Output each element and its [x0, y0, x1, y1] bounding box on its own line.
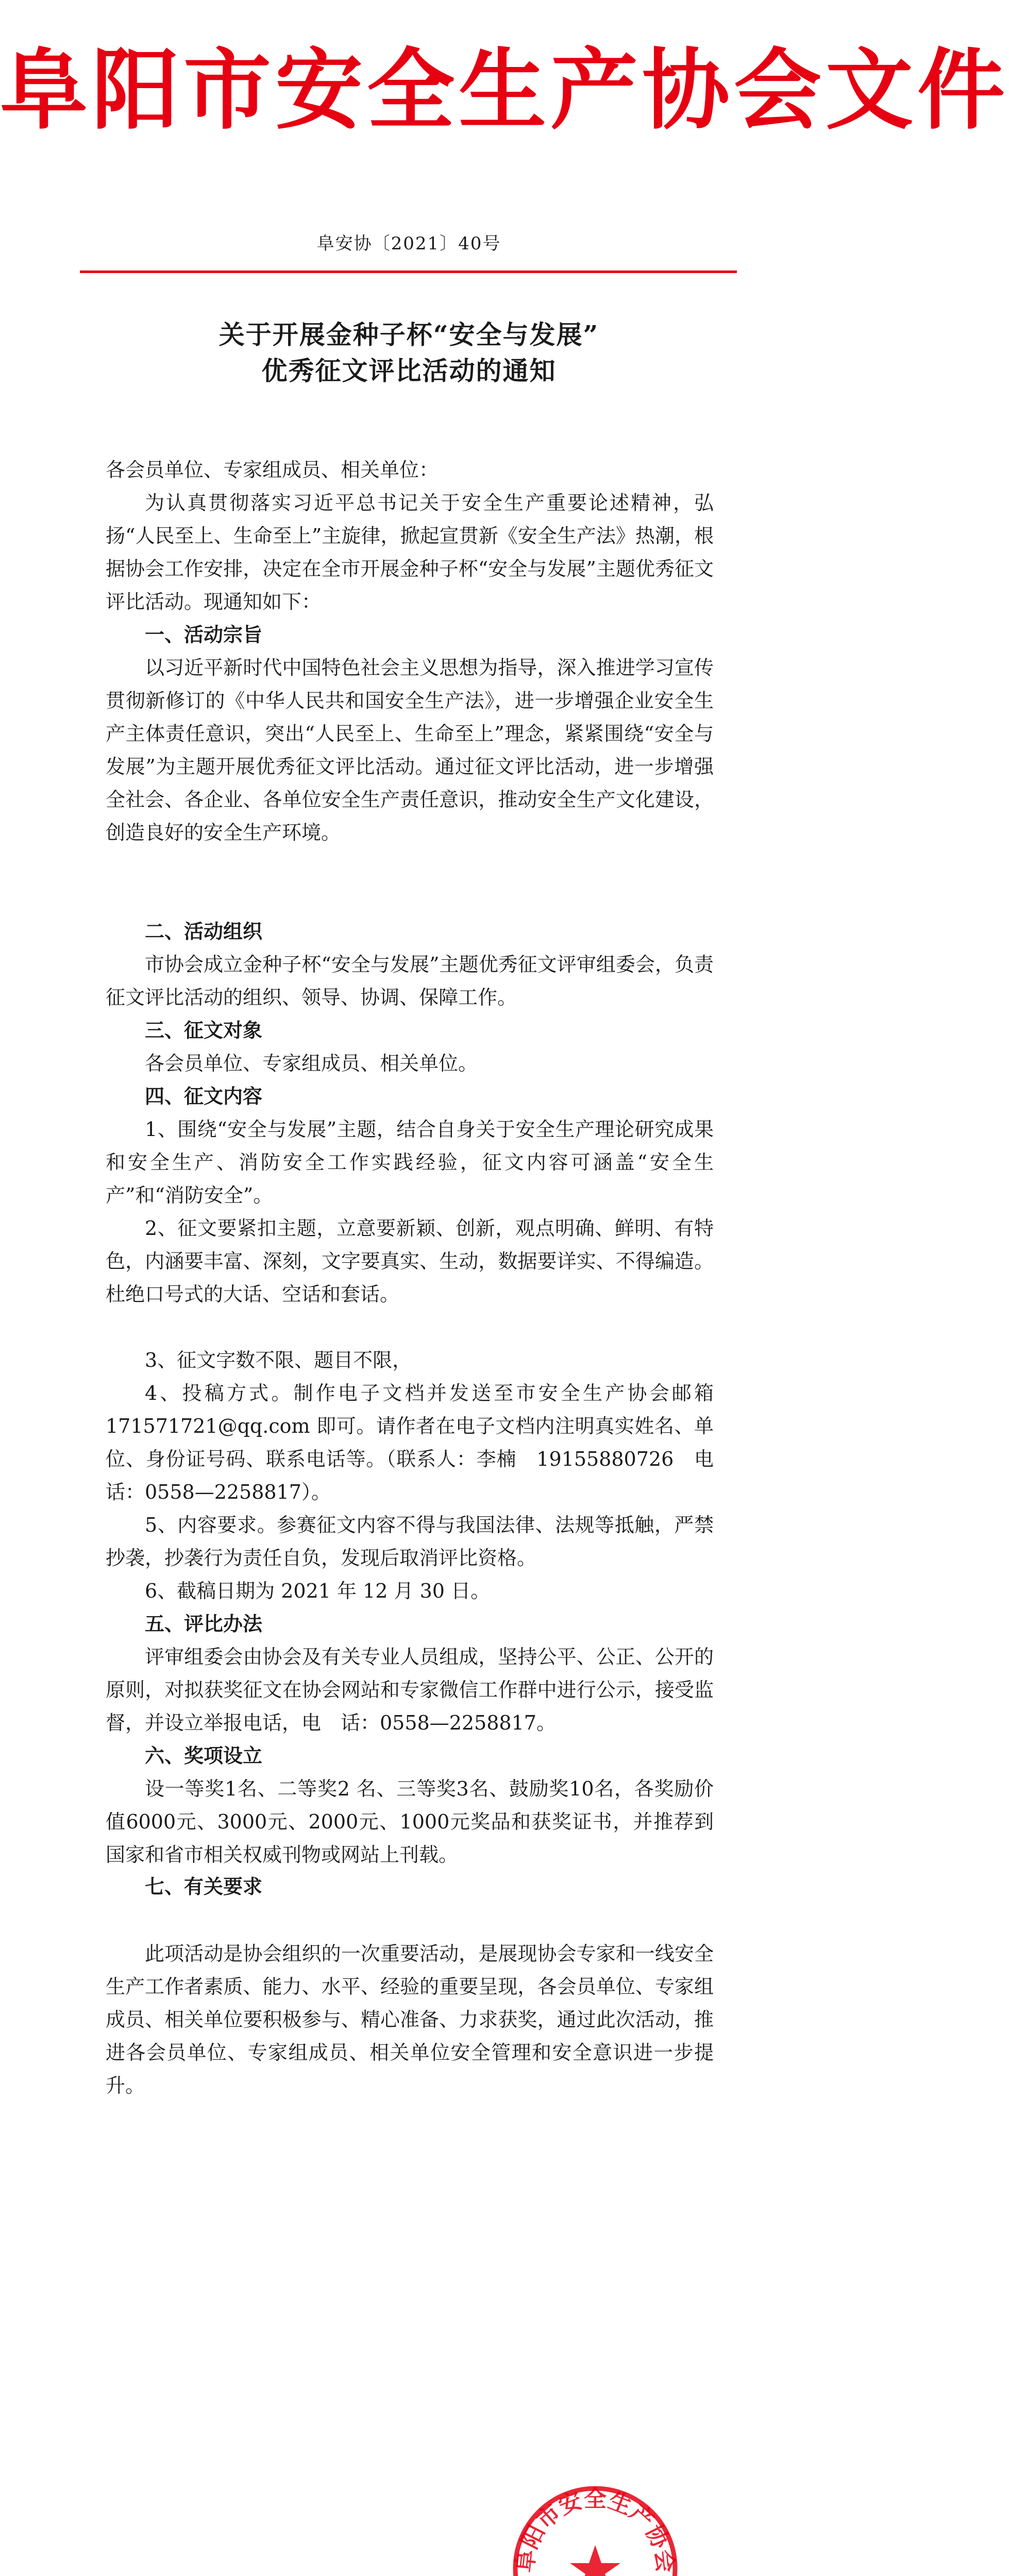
section-heading: 一、活动宗旨 [145, 623, 263, 646]
section-heading: 二、活动组织 [145, 920, 263, 943]
section-paragraph: 评审组委会由协会及有关专业人员组成，坚持公平、公正、公开的原则，对拟获奖征文在协会网站和专家微信工作群中进行公示，接受监督，并设立举报电话，电 话：0558—2258817。 [106, 1646, 714, 1734]
list-item: 6、截稿日期为 2021 年 12 月 30 日。 [145, 1580, 491, 1602]
list-item: 3、征文字数不限、题目不限， [145, 1349, 412, 1371]
section-paragraph: 以习近平新时代中国特色社会主义思想为指导，深入推进学习宣传贯彻新修订的《中华人民共和国安全生产法》，进一步增强企业安全生产主体责任意识，突出“人民至上、生命至上”理念，紧紧围绕“安全与发展”为主题开展优秀征文评比活动。通过征文评比活动，进一步增强全社会、各企业、各单位安全生产责任意识，推动安全生产文化建设，创造良好的安全生产环境。 [106, 656, 714, 844]
section-heading: 三、征文对象 [145, 1019, 263, 1042]
list-item: 5、内容要求。参赛征文内容不得与我国法律、法规等抵触，严禁抄袭，抄袭行为责任自负，发现后取消评比资格。 [106, 1514, 714, 1569]
list-item: 4、投稿方式。制作电子文档并发送至市安全生产协会邮箱171571721@qq.com 即可。请作者在电子文档内注明真实姓名、单位、身份证号码、联系电话等。（联系人：李楠 19155880726 电 话：0558—2258817）。 [106, 1382, 734, 1503]
list-item: 1、围绕“安全与发展”主题，结合自身关于安全生产理论研究成果和安全生产、消防安全工作实践经验，征文内容可涵盖“安全生产”和“消防安全”。 [106, 1118, 714, 1207]
seal-org-text: 阜阳市安全生产协会 [512, 2486, 679, 2574]
document-org-title: 阜阳市安全生产协会文件 [0, 39, 1009, 142]
section-paragraph: 各会员单位、专家组成员、相关单位。 [145, 1052, 478, 1075]
salutation: 各会员单位、专家组成员、相关单位： [106, 459, 439, 481]
section-paragraph: 市协会成立金种子杯“安全与发展”主题优秀征文评审组委会，负责征文评比活动的组织、领导、协调、保障工作。 [106, 953, 714, 1009]
document-number: 阜安协〔2021〕40号 [316, 233, 501, 254]
section-heading: 四、征文内容 [145, 1084, 263, 1108]
notice-title-line1: 关于开展金种子杯“安全与发展” [218, 319, 599, 350]
notice-title-line2: 优秀征文评比活动的通知 [261, 355, 557, 386]
list-item: 2、征文要紧扣主题，立意要新颖、创新，观点明确、鲜明、有特色，内涵要丰富、深刻，文字要真实、生动，数据要详实、不得编造。杜绝口号式的大话、空话和套话。 [106, 1217, 714, 1306]
official-seal-icon [510, 2483, 680, 2576]
section-heading: 六、奖项设立 [145, 1744, 263, 1767]
section-heading: 五、评比办法 [145, 1612, 263, 1635]
red-divider [80, 270, 737, 273]
intro-paragraph: 为认真贯彻落实习近平总书记关于安全生产重要论述精神，弘扬“人民至上、生命至上”主旋律，掀起宣贯新《安全生产法》热潮，根据协会工作安排，决定在全市开展金种子杯“安全与发展”主题优秀征文评比活动。现通知如下： [106, 492, 714, 613]
section-heading: 七、有关要求 [145, 1875, 263, 1898]
section-paragraph: 设一等奖1名、二等奖2 名、三等奖3名、鼓励奖10名，各奖励价值6000元、3000元、2000元、1000元奖品和获奖证书，并推荐到国家和省市相关权威刊物或网站上刊载。 [106, 1777, 714, 1866]
section-paragraph: 此项活动是协会组织的一次重要活动，是展现协会专家和一线安全生产工作者素质、能力、水平、经验的重要呈现，各会员单位、专家组成员、相关单位要积极参与、精心准备、力求获奖，通过此次活动，推进各会员单位、专家组成员、相关单位安全管理和安全意识进一步提升。 [106, 1942, 714, 2097]
